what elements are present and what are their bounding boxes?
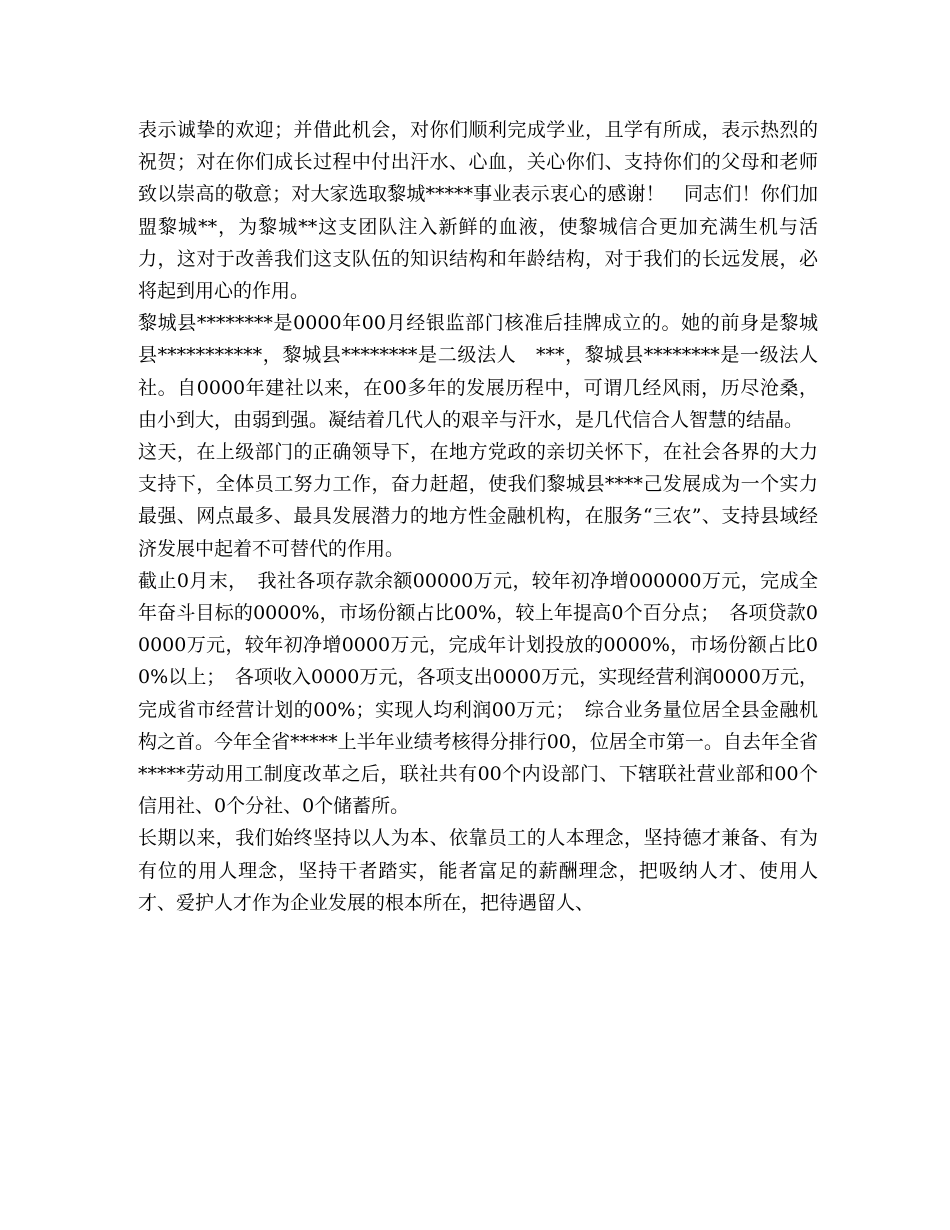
- document-body: [138, 114, 818, 919]
- paragraph-welcome: 表示诚挚的欢迎；并借此机会，对你们顺利完成学业，且学有所成，表示热烈的祝贺；对在你们成长过程中付出汗水、心血，关心你们、支持你们的父母和老师致以崇高的敬意；对大家选取黎城*****事业表示衷心的感谢！ 同志们！你们加盟黎城**，为黎城**这支团队注入新鲜的血液，使黎城信合更加充满生机与活力，这对于改善我们这支队伍的知识结构和年龄结构，对于我们的长远发展，必将起到用心的作用。: [138, 119, 818, 303]
- paragraph-history: 黎城县********是0000年00月经银监部门核准后挂牌成立的。她的前身是黎城县***********，黎城县********是二级法人 ***，黎城县********是一级法人社。自0000年建社以来，在00多年的发展历程中，可谓几经风雨，历尽沧桑，由小到大，由弱到强。凝结着几代人的艰辛与汗水，是几代信合人智慧的结晶。: [138, 312, 818, 431]
- paragraph-development: 这天，在上级部门的正确领导下，在地方党政的亲切关怀下，在社会各界的大力支持下，全体员工努力工作，奋力赶超，使我们黎城县****己发展成为一个实力最强、网点最多、最具发展潜力的地方性金融机构，在服务“三农”、支持县域经济发展中起着不可替代的作用。: [138, 441, 818, 560]
- paragraph-performance: 截止0月末， 我社各项存款余额00000万元，较年初净增000000万元，完成全年奋斗目标的0000%，市场份额占比00%，较上年提高0个百分点； 各项贷款00000万元，较年初净增0000万元，完成年计划投放的0000%，市场份额占比00%以上； 各项收入0000万元，各项支出0000万元，实现经营利润0000万元，完成省市经营计划的00%；实现人均利润00万元； 综合业务量位居全县金融机构之首。今年全省*****上半年业绩考核得分排行00，位居全市第一。自去年全省*****劳动用工制度改革之后，联社共有00个内设部门、下辖联社营业部和00个信用社、0个分社、0个储蓄所。: [138, 569, 818, 818]
- paragraph-talent: 长期以来，我们始终坚持以人为本、依靠员工的人本理念，坚持德才兼备、有为有位的用人理念，坚持干者踏实，能者富足的薪酬理念，把吸纳人才、使用人才、爱护人才作为企业发展的根本所在，把待遇留人、: [138, 827, 818, 914]
